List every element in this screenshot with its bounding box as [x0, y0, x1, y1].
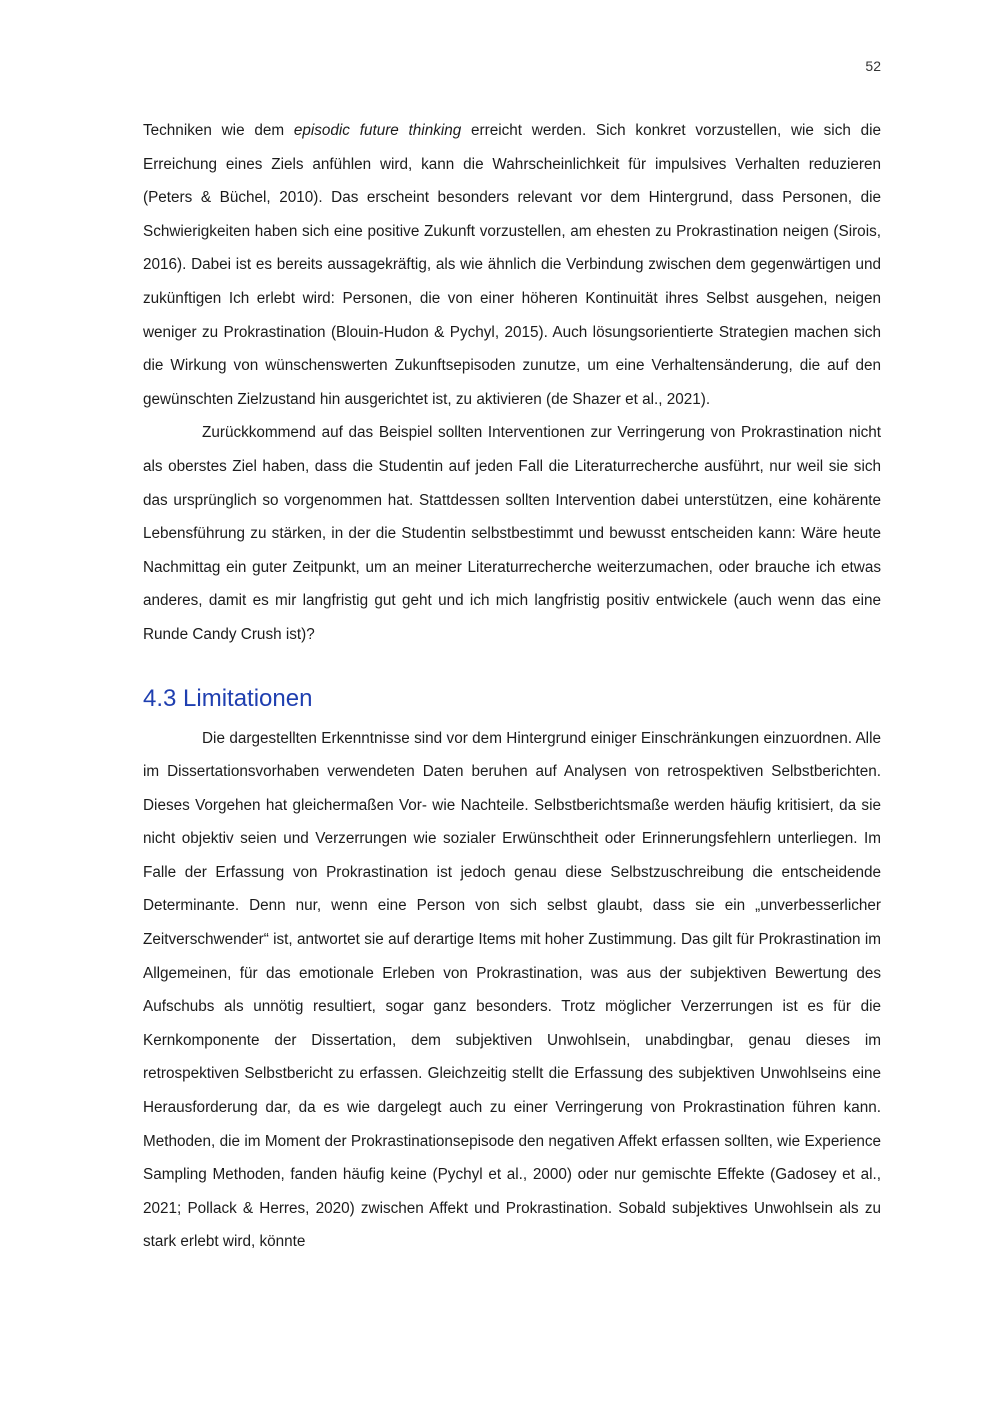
paragraph-example-return: Zurückkommend auf das Beispiel sollten Interventionen zur Verringerung von Prokrastination nicht als oberstes Ziel haben, dass die Studentin auf jeden Fall die Literaturrecherche ausführt, nur weil sie sich das ursprünglich so vorgenommen hat. Stattdessen sollten Intervention dabei unterstützen, eine kohärente Lebensführung zu stärken, in der die Studentin selbstbestimmt und bewusst entscheiden kann: Wäre heute Nachmittag ein guter Zeitpunkt, um an meiner Literaturrecherche weiterzumachen, oder brauche ich etwas anderes, damit es mir langfristig gut geht und ich mich langfristig positiv entwickele (auch wenn das eine Runde Candy Crush ist)?	[143, 424, 881, 643]
paragraph-text: erreicht werden. Sich konkret vorzustellen, wie sich die Erreichung eines Ziels anfühlen wird, kann die Wahrscheinlichkeit für impulsives Verhalten reduzieren (Peters & Büchel, 2010). Das erscheint besonders relevant vor dem Hintergrund, dass Personen, die Schwierigkeiten haben sich eine positive Zukunft vorzustellen, am ehesten zu Prokrastination neigen (Sirois, 2016). Dabei ist es bereits aussagekräftig, als wie ähnlich die Verbindung zwischen dem gegenwärtigen und zukünftigen Ich erlebt wird: Personen, die von einer höheren Kontinuität ihres Selbst ausgehen, neigen weniger zu Prokrastination (Blouin-Hudon & Pychyl, 2015). Auch lösungsorientierte Strategien machen sich die Wirkung von wünschenswerten Zukunftsepisoden zunutze, um eine Verhaltensänderung, die auf den gewünschten Zielzustand hin ausgerichtet ist, zu aktivieren (de Shazer et al., 2021).	[143, 122, 882, 408]
paragraph-text: Techniken wie dem	[143, 122, 294, 139]
page-body	[143, 114, 881, 1259]
paragraph-episodic-future-thinking	[143, 114, 881, 416]
paragraph-limitations: Die dargestellten Erkenntnisse sind vor dem Hintergrund einiger Einschränkungen einzuordnen. Alle im Dissertationsvorhaben verwendeten Daten beruhen auf Analysen von retrospektiven Selbstberichten. Dieses Vorgehen hat gleichermaßen Vor- wie Nachteile. Selbstberichtsmaße werden häufig kritisiert, da sie nicht objektiv seien und Verzerrungen wie sozialer Erwünschtheit oder Erinnerungsfehlern unterliegen. Im Falle der Erfassung von Prokrastination ist jedoch genau diese Selbstzuschreibung die entscheidende Determinante. Denn nur, wenn eine Person von sich selbst glaubt, dass sie ein „unverbesserlicher Zeitverschwender“ ist, antwortet sie auf derartige Items mit hoher Zustimmung. Das gilt für Prokrastination im Allgemeinen, für das emotionale Erleben von Prokrastination, was aus der subjektiven Bewertung des Aufschubs als unnötig resultiert, sogar ganz besonders. Trotz möglicher Verzerrungen ist es für die Kernkomponente der Dissertation, dem subjektiven Unwohlsein, unabdingbar, genau dieses im retrospektiven Selbstbericht zu erfassen. Gleichzeitig stellt die Erfassung des subjektiven Unwohlseins eine Herausforderung dar, da es wie dargelegt auch zu einer Verringerung von Prokrastination führen kann. Methoden, die im Moment der Prokrastinationsepisode den negativen Affekt erfassen sollten, wie Experience Sampling Methoden, fanden häufig keine (Pychyl et al., 2000) oder nur gemischte Effekte (Gadosey et al., 2021; Pollack & Herres, 2020) zwischen Affekt und Prokrastination. Sobald subjektives Unwohlsein als zu stark erlebt wird, könnte	[143, 729, 881, 1251]
section-heading: 4.3 Limitationen	[143, 684, 313, 712]
page-number: 52	[865, 58, 881, 74]
emphasized-term: episodic future thinking	[293, 122, 462, 139]
